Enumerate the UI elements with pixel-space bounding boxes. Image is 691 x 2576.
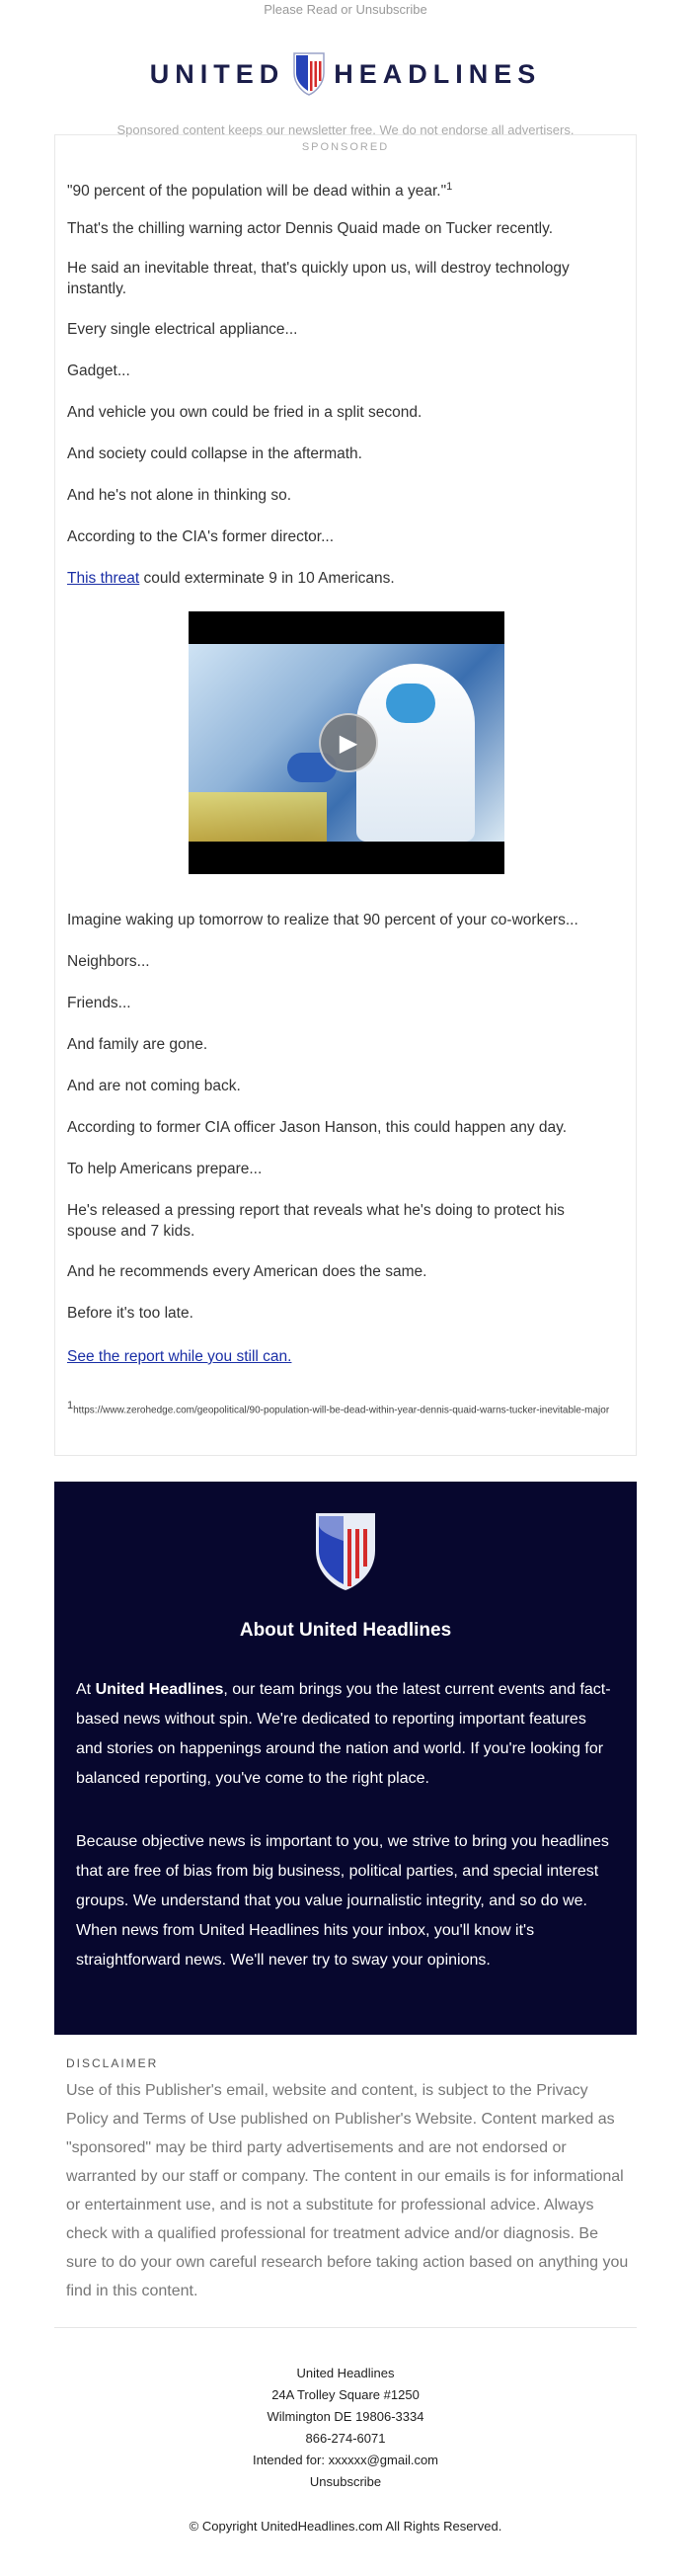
- article-paragraph: And he recommends every American does the same.: [67, 1263, 427, 1280]
- article-paragraph: Before it's too late.: [67, 1305, 193, 1322]
- see-report-link[interactable]: See the report while you still can.: [67, 1348, 292, 1365]
- video-thumbnail[interactable]: [189, 644, 504, 842]
- footer-phone: 866-274-6071: [305, 2431, 386, 2446]
- disclaimer-title: DISCLAIMER: [66, 2056, 159, 2070]
- footer-address-line2: Wilmington DE 19806-3334: [267, 2409, 424, 2424]
- copyright-text: © Copyright UnitedHeadlines.com All Rights Reserved.: [189, 2519, 502, 2534]
- article-paragraph: And family are gone.: [67, 1036, 208, 1053]
- article-paragraph: And he's not alone in thinking so.: [67, 487, 292, 504]
- unsubscribe-link[interactable]: Unsubscribe: [309, 2474, 382, 2489]
- footnote-url: https://www.zerohedge.com/geopolitical/90-population-will-be-dead-within-year-dennis-quaid-warns-tucker-inevitable-major: [73, 1405, 610, 1416]
- article-paragraph: And vehicle you own could be fried in a split second.: [67, 404, 422, 421]
- footer-company: United Headlines: [296, 2366, 395, 2380]
- article-paragraph: To help Americans prepare...: [67, 1161, 263, 1177]
- about-paragraph-1: [76, 1675, 614, 1794]
- about-p1-prefix: At: [76, 1681, 96, 1698]
- footer: [0, 2363, 691, 2493]
- brand-logo[interactable]: [0, 36, 691, 113]
- footer-address-line1: 24A Trolley Square #1250: [271, 2387, 420, 2402]
- logo-shield-icon: [292, 51, 326, 97]
- article-paragraph: Gadget...: [67, 362, 130, 379]
- logo-text-right: HEADLINES: [334, 58, 542, 89]
- sponsor-notice: Sponsored content keeps our newsletter free. We do not endorse all advertisers.: [116, 122, 575, 137]
- about-title: About United Headlines: [239, 1620, 452, 1641]
- play-icon[interactable]: ▶: [319, 713, 378, 772]
- logo-text-left: UNITED: [149, 58, 285, 89]
- about-section: [54, 1482, 637, 2035]
- threat-link[interactable]: This threat: [67, 570, 140, 587]
- article-paragraph: Friends...: [67, 995, 131, 1011]
- article-paragraph: According to the CIA's former director...: [67, 528, 335, 545]
- quote-text: "90 percent of the population will be dead within a year.": [67, 183, 447, 201]
- sponsored-label: SPONSORED: [301, 141, 390, 153]
- article-footnote: [67, 1400, 620, 1416]
- article-quote: [67, 177, 615, 201]
- shield-logo-icon: [314, 1511, 377, 1592]
- cta-paragraph: [67, 1346, 615, 1367]
- footnote-number: 1: [67, 1400, 74, 1411]
- footer-intended-for: Intended for: xxxxxx@gmail.com: [252, 2453, 439, 2467]
- article-paragraph: And are not coming back.: [67, 1078, 241, 1094]
- about-brand-name: United Headlines: [95, 1681, 224, 1698]
- quote-footnote-ref[interactable]: 1: [446, 181, 453, 193]
- article-paragraph: Imagine waking up tomorrow to realize that 90 percent of your co-workers...: [67, 912, 578, 928]
- about-p1-text: , our team brings you the latest current events and fact-based news without spin. We're dedicated to reporting important features and stories on happenings around the nation and world. If you're looking for balanced reporting, you've come to the right place.: [76, 1681, 611, 1787]
- article-paragraph: That's the chilling warning actor Dennis Quaid made on Tucker recently.: [67, 220, 554, 237]
- disclaimer-text: Use of this Publisher's email, website and content, is subject to the Privacy Policy and Terms of Use published on Publisher's Website. Content marked as "sponsored" may be third party advertisements and are not endorsed or warranted by our staff or company. The content in our emails is for informational or entertainment use, and is not a substitute for professional advice. Always check with a qualified professional for treatment advice and/or diagnosis. Be sure to do your own careful research before taking action based on anything you find in this content.: [66, 2082, 629, 2299]
- article-paragraph: He said an inevitable threat, that's quickly upon us, will destroy technology instantly.: [67, 260, 570, 297]
- threat-text: could exterminate 9 in 10 Americans.: [139, 570, 395, 587]
- article-paragraph: According to former CIA officer Jason Hanson, this could happen any day.: [67, 1119, 568, 1136]
- article-paragraph: Neighbors...: [67, 953, 150, 970]
- sponsored-article: [54, 134, 637, 1456]
- article-paragraph: He's released a pressing report that reveals what he's doing to protect his spouse and 7 kids.: [67, 1202, 565, 1240]
- footer-divider: [54, 2327, 637, 2328]
- video-player[interactable]: [189, 611, 504, 874]
- about-paragraph-2: Because objective news is important to you, we strive to bring you headlines that are free of bias from big business, political parties, and special interest groups. We understand that you value journalistic integrity, and so do we. When news from United Headlines hits your inbox, you'll know it's straightforward news. We'll never try to sway your opinions.: [76, 1833, 609, 1969]
- threat-paragraph: [67, 568, 615, 589]
- read-or-unsubscribe-link[interactable]: Please Read or Unsubscribe: [264, 2, 427, 17]
- article-paragraph: And society could collapse in the aftermath.: [67, 445, 362, 462]
- article-paragraph: Every single electrical appliance...: [67, 321, 298, 338]
